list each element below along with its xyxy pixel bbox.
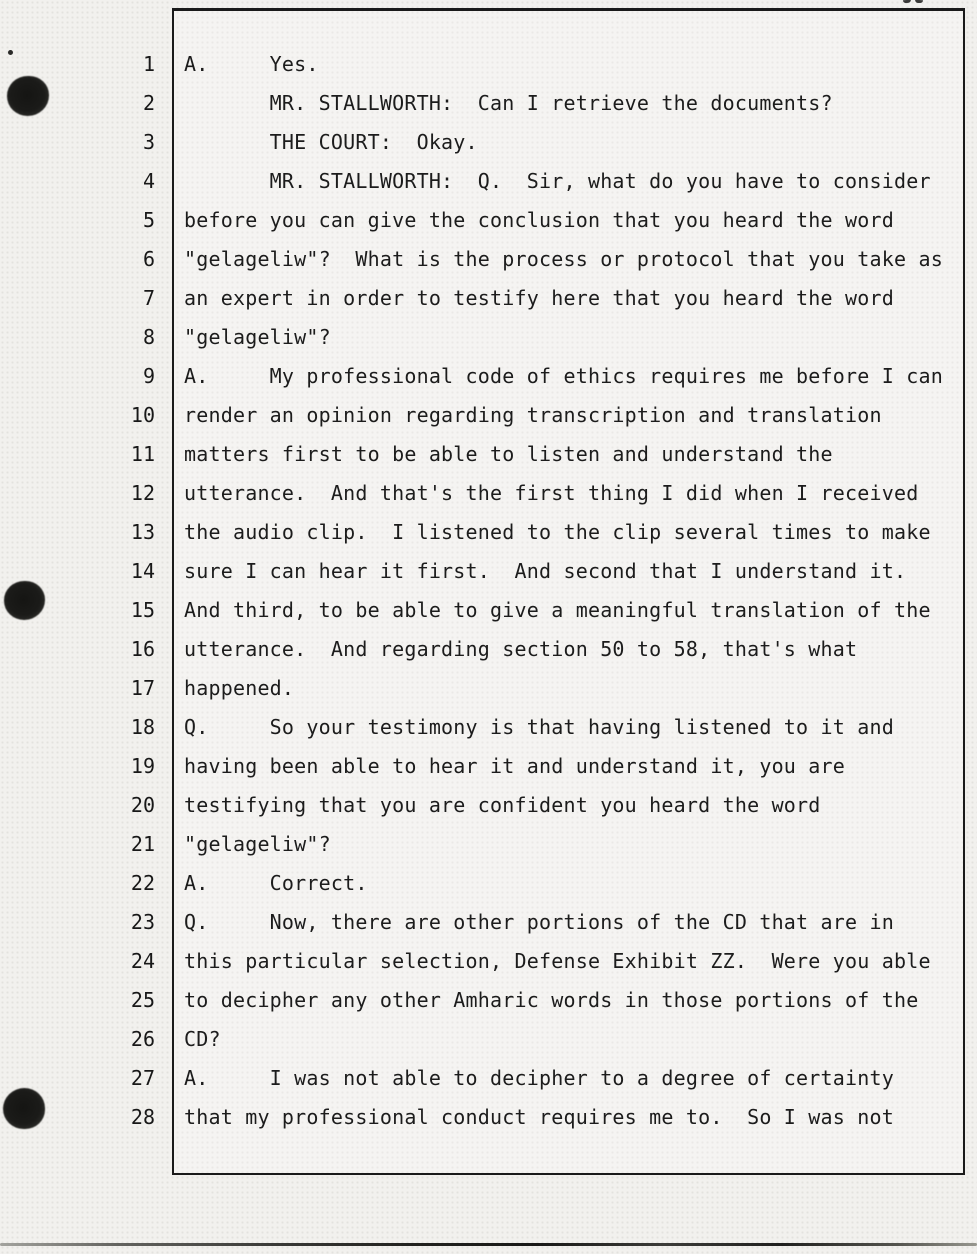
page-number-fragment [902,0,928,4]
line-text: sure I can hear it first. And second that I understand it. [184,559,907,583]
line-text: testifying that you are confident you heard the word [184,793,821,817]
line-number: 23 [130,910,155,934]
line-number: 12 [130,481,155,505]
transcript-line [0,747,977,786]
line-number: 6 [142,247,155,271]
transcript-line [0,318,977,357]
line-number: 25 [130,988,155,1012]
line-number: 20 [130,793,155,817]
line-number: 2 [142,91,155,115]
line-number: 8 [142,325,155,349]
line-number: 15 [130,598,155,622]
line-number: 18 [130,715,155,739]
line-text: "gelageliw"? [184,325,331,349]
line-text: the audio clip. I listened to the clip several times to make [184,520,931,544]
line-number: 16 [130,637,155,661]
line-text: matters first to be able to listen and understand the [184,442,833,466]
line-number: 1 [142,52,155,76]
line-number: 24 [130,949,155,973]
transcript-line [0,84,977,123]
line-text: this particular selection, Defense Exhibit ZZ. Were you able [184,949,931,973]
line-number: 21 [130,832,155,856]
transcript-line [0,435,977,474]
line-number: 7 [142,286,155,310]
line-text: Q. So your testimony is that having listened to it and [184,715,894,739]
line-text: having been able to hear it and understand it, you are [184,754,846,778]
line-text: "gelageliw"? What is the process or protocol that you take as [184,247,943,271]
line-text: an expert in order to testify here that you heard the word [184,286,894,310]
transcript-line [0,474,977,513]
line-text: A. Yes. [184,52,319,76]
line-text: before you can give the conclusion that you heard the word [184,208,894,232]
line-text: MR. STALLWORTH: Can I retrieve the documents? [184,91,833,115]
line-number: 10 [130,403,155,427]
transcript-line [0,123,977,162]
line-text: utterance. And regarding section 50 to 58, that's what [184,637,858,661]
transcript-line [0,513,977,552]
transcript-line [0,1020,977,1059]
line-text: CD? [184,1027,221,1051]
transcript-line [0,1098,977,1137]
line-text: that my professional conduct requires me to. So I was not [184,1105,894,1129]
line-number: 17 [130,676,155,700]
line-number: 4 [142,169,155,193]
transcript-rows [0,45,977,1137]
transcript-line [0,903,977,942]
transcript-line [0,279,977,318]
line-number: 13 [130,520,155,544]
line-text: happened. [184,676,295,700]
transcript-line [0,669,977,708]
transcript-line [0,942,977,981]
line-text: A. I was not able to decipher to a degree of certainty [184,1066,894,1090]
line-number: 11 [130,442,155,466]
line-number: 28 [130,1105,155,1129]
line-number: 5 [142,208,155,232]
line-number: 19 [130,754,155,778]
line-number: 9 [142,364,155,388]
line-number: 14 [130,559,155,583]
transcript-line [0,162,977,201]
transcript-line [0,240,977,279]
transcript-line [0,201,977,240]
line-number: 27 [130,1066,155,1090]
page-number-fragment-mark [903,0,911,3]
transcript-line [0,357,977,396]
line-text: THE COURT: Okay. [184,130,478,154]
line-text: Q. Now, there are other portions of the CD that are in [184,910,894,934]
line-number: 26 [130,1027,155,1051]
transcript-line [0,981,977,1020]
line-text: A. My professional code of ethics requires me before I can [184,364,943,388]
line-text: render an opinion regarding transcription and translation [184,403,882,427]
transcript-line [0,1059,977,1098]
transcript-line [0,786,977,825]
line-text: A. Correct. [184,871,368,895]
line-text: to decipher any other Amharic words in those portions of the [184,988,919,1012]
transcript-line [0,864,977,903]
line-text: And third, to be able to give a meaningful translation of the [184,598,931,622]
transcript-line [0,45,977,84]
transcript-line [0,630,977,669]
transcript-line [0,396,977,435]
line-text: MR. STALLWORTH: Q. Sir, what do you have to consider [184,169,931,193]
transcript-line [0,552,977,591]
transcript-line [0,708,977,747]
line-text: "gelageliw"? [184,832,331,856]
line-number: 22 [130,871,155,895]
scanner-artifact-line [0,1243,977,1246]
transcript-line [0,591,977,630]
line-text: utterance. And that's the first thing I did when I received [184,481,919,505]
transcript-line [0,825,977,864]
page-number-fragment-mark [915,0,923,3]
line-number: 3 [142,130,155,154]
